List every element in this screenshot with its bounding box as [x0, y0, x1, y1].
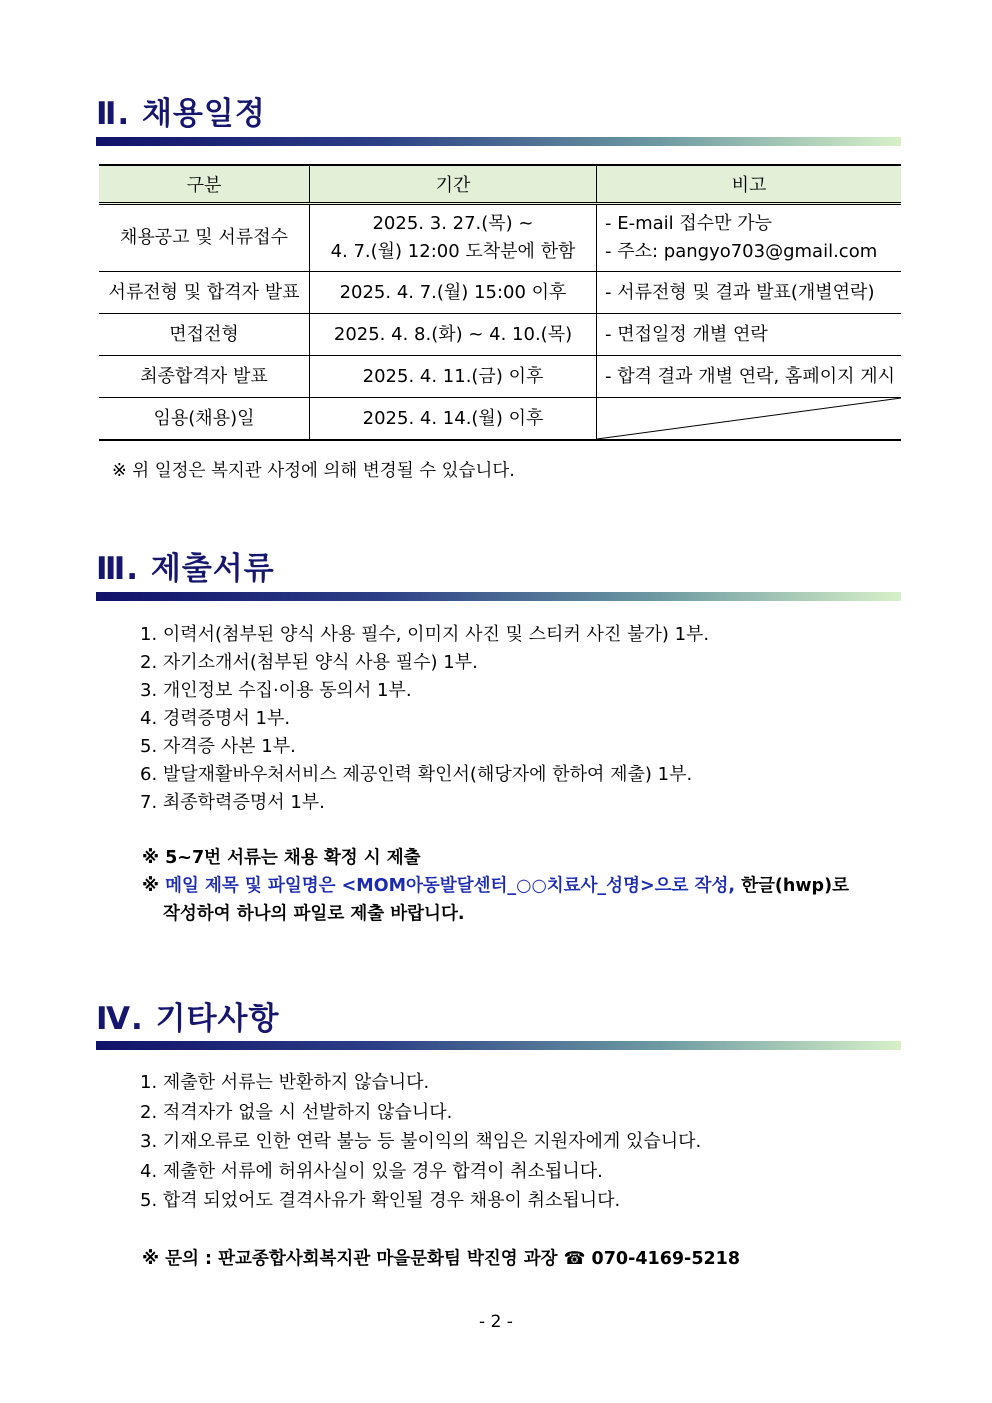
schedule-footnote: ※ 위 일정은 복지관 사정에 의해 변경될 수 있습니다. — [112, 461, 515, 481]
table-row — [99, 398, 901, 441]
title-underline-bar — [96, 137, 901, 146]
list-item: 2. 자기소개서(첨부된 양식 사용 필수) 1부. — [140, 652, 478, 673]
list-item: 3. 기재오류로 인한 연락 불능 등 불이익의 책임은 지원자에게 있습니다. — [140, 1131, 702, 1152]
list-item: 7. 최종학력증명서 1부. — [140, 792, 325, 813]
note-mark: ※ — [142, 876, 160, 896]
schedule-table — [99, 164, 901, 441]
documents-note-email — [142, 872, 849, 900]
section-title-documents: Ⅲ. 제출서류 — [96, 551, 275, 587]
header-note: 비고 — [597, 165, 902, 204]
page-number: - 2 - — [479, 1312, 513, 1332]
cell-note: - 합격 결과 개별 연락, 홈페이지 게시 — [597, 356, 902, 398]
note-format: 한글(hwp)로 — [741, 876, 849, 896]
cell-category: 서류전형 및 합격자 발표 — [99, 272, 310, 314]
period-line: 2025. 3. 27.(목) ~ — [372, 213, 534, 235]
list-item: 5. 자격증 사본 1부. — [140, 736, 296, 757]
diagonal-line — [597, 398, 901, 439]
table-row — [99, 204, 901, 272]
cell-note-empty — [597, 398, 902, 441]
cell-period — [310, 204, 597, 272]
header-period: 기간 — [310, 165, 597, 204]
list-item: 2. 적격자가 없을 시 선발하지 않습니다. — [140, 1101, 453, 1123]
etc-list — [140, 1069, 701, 1217]
cell-category: 임용(채용)일 — [99, 398, 310, 441]
cell-period: 2025. 4. 8.(화) ~ 4. 10.(목) — [310, 314, 597, 356]
note-email-instruction: 메일 제목 및 파일명은 <MOM아동발달센터_○○치료사_성명>으로 작성, — [165, 876, 736, 896]
cell-category: 면접전형 — [99, 314, 310, 356]
section-title-schedule: Ⅱ. 채용일정 — [96, 96, 266, 132]
cell-category: 채용공고 및 서류접수 — [99, 204, 310, 272]
title-underline-bar — [96, 1041, 901, 1050]
list-item: 4. 제출한 서류에 허위사실이 있을 경우 합격이 취소됩니다. — [140, 1160, 603, 1182]
section-title-etc: Ⅳ. 기타사항 — [96, 1001, 280, 1037]
cell-note: - 서류전형 및 결과 발표(개별연락) — [597, 272, 902, 314]
list-item: 1. 제출한 서류는 반환하지 않습니다. — [140, 1072, 430, 1093]
title-underline-bar — [96, 592, 901, 601]
documents-list — [140, 621, 709, 817]
cell-period: 2025. 4. 14.(월) 이후 — [310, 398, 597, 441]
contact-info: ※ 문의 : 판교종합사회복지관 마을문화팀 박진영 과장 ☎ 070-4169-5218 — [142, 1249, 741, 1269]
list-item: 1. 이력서(첨부된 양식 사용 필수, 이미지 사진 및 스티커 사진 불가) 1부. — [140, 624, 710, 645]
period-line: 4. 7.(월) 12:00 도착분에 한함 — [330, 241, 576, 262]
list-item: 3. 개인정보 수집·이용 동의서 1부. — [140, 680, 412, 701]
table-row — [99, 314, 901, 356]
list-item: 5. 합격 되었어도 결격사유가 확인될 경우 채용이 취소됩니다. — [140, 1190, 621, 1211]
cell-note — [597, 204, 902, 272]
table-row — [99, 356, 901, 398]
header-category: 구분 — [99, 165, 310, 204]
note-line: - E-mail 접수만 가능 — [605, 213, 773, 235]
list-item: 6. 발달재활바우처서비스 제공인력 확인서(해당자에 한하여 제출) 1부. — [140, 764, 693, 785]
cell-category: 최종합격자 발표 — [99, 356, 310, 398]
list-item: 4. 경력증명서 1부. — [140, 708, 291, 729]
cell-note: - 면접일정 개별 연락 — [597, 314, 902, 356]
cell-period: 2025. 4. 7.(월) 15:00 이후 — [310, 272, 597, 314]
note-line: - 주소: pangyo703@gmail.com — [605, 241, 878, 262]
table-row — [99, 272, 901, 314]
documents-note-email-cont: 작성하여 하나의 파일로 제출 바랍니다. — [163, 904, 465, 924]
documents-note-submission: ※ 5~7번 서류는 채용 확정 시 제출 — [142, 848, 421, 868]
table-header-row — [99, 165, 901, 204]
cell-period: 2025. 4. 11.(금) 이후 — [310, 356, 597, 398]
